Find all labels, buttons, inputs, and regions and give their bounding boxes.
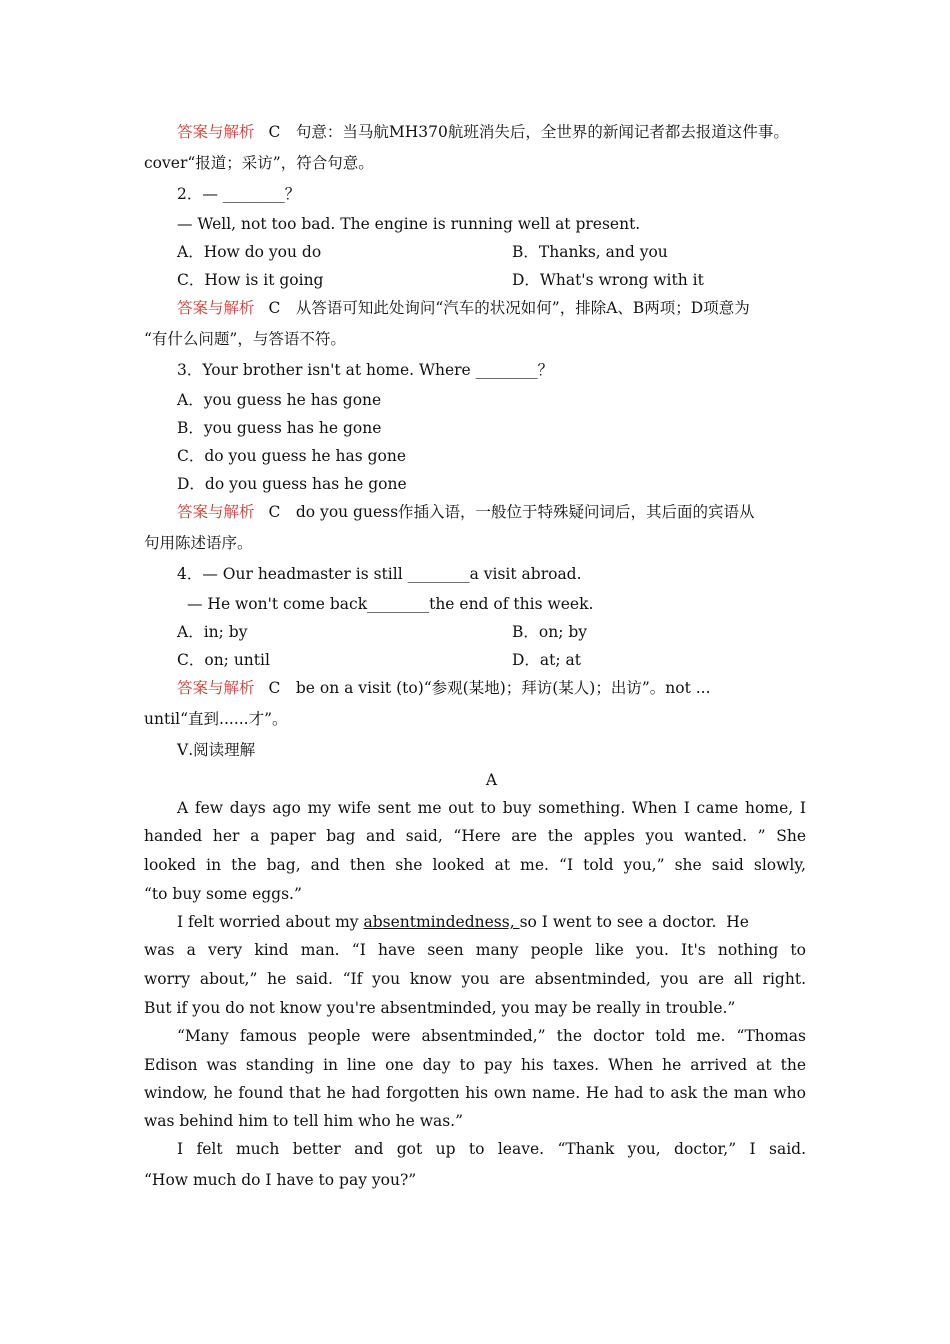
q3-option-b: B．you guess has he gone	[177, 419, 382, 437]
passage-p3-line: window, he found that he had forgotten his own name. He had to ask the man who	[144, 1084, 806, 1102]
answer-label: 答案与解析	[177, 123, 255, 141]
q2-stem: 2．— ________？	[177, 185, 301, 203]
section-title: Ⅴ.阅读理解	[177, 741, 256, 759]
q2-option-a: A．How do you do	[177, 243, 322, 261]
passage-p3-line: Edison was standing in line one day to pay his taxes. When he arrived at the	[144, 1056, 806, 1074]
q4-option-a: A．in; by	[177, 623, 248, 641]
passage-p4-line: I felt much better and got up to leave. “Thank you, doctor,” I said.	[177, 1140, 806, 1158]
q2-option-c: C．How is it going	[177, 271, 324, 289]
q4-option-d: D．at; at	[512, 651, 582, 669]
q2-reply: — Well, not too bad. The engine is running well at present.	[177, 215, 641, 233]
answer-label: 答案与解析	[177, 299, 255, 317]
passage-p3-line: was behind him to tell him who he was.”	[144, 1112, 464, 1130]
passage-p2-line: was a very kind man. “I have seen many people like you. It's nothing to	[144, 941, 806, 959]
passage-p1-line: looked in the bag, and then she looked at me. “I told you,” she said slowly,	[144, 856, 806, 874]
answer-label: 答案与解析	[177, 679, 255, 697]
q2-option-b: B．Thanks, and you	[512, 243, 668, 261]
passage-p2-line: But if you do not know you're absentminded, you may be really in trouble.”	[144, 999, 736, 1017]
q3-option-d: D．do you guess has he gone	[177, 475, 407, 493]
passage-p4-line: “How much do I have to pay you?”	[144, 1171, 417, 1189]
q3-option-a: A．you guess he has gone	[177, 391, 382, 409]
q1-answer: 答案与解析 C 句意：当马航MH370航班消失后，全世界的新闻记者都去报道这件事。	[177, 123, 789, 141]
underlined-word: absentmindedness,	[363, 913, 520, 931]
q2-answer-continued: “有什么问题”，与答语不符。	[144, 330, 346, 348]
q2-answer: 答案与解析 C 从答语可知此处询问“汽车的状况如何”，排除A、B两项；D项意为	[177, 299, 750, 317]
passage-label: A	[485, 771, 498, 789]
passage-p2-line: worry about,” he said. “If you know you are absentminded, you are all right.	[144, 970, 806, 988]
passage-p1-line: A few days ago my wife sent me out to buy something. When I came home, I	[177, 799, 806, 817]
answer-label: 答案与解析	[177, 503, 255, 521]
q3-answer: 答案与解析 C do you guess作插入语，一般位于特殊疑问词后，其后面的宾语从	[177, 503, 755, 521]
q4-answer-continued: until“直到......才”。	[144, 710, 288, 728]
passage-p2-line: I felt worried about my absentmindedness, so I went to see a doctor. He	[177, 913, 749, 931]
q3-option-c: C．do you guess he has gone	[177, 447, 407, 465]
q4-reply: — He won't come back________the end of this week.	[187, 595, 594, 613]
q2-option-d: D．What's wrong with it	[512, 271, 704, 289]
passage-p1-line: “to buy some eggs.”	[144, 885, 302, 903]
q4-option-b: B．on; by	[512, 623, 588, 641]
q3-stem: 3．Your brother isn't at home. Where ________？	[177, 361, 554, 379]
q4-answer: 答案与解析 C be on a visit (to)“参观(某地)；拜访(某人)；出访”。not ...	[177, 679, 711, 697]
q1-answer-continued: cover“报道；采访”，符合句意。	[144, 154, 374, 172]
q4-stem: 4．— Our headmaster is still ________a visit abroad.	[177, 565, 582, 583]
q3-answer-continued: 句用陈述语序。	[144, 534, 253, 552]
passage-p1-line: handed her a paper bag and said, “Here are the apples you wanted. ” She	[144, 827, 806, 845]
passage-p3-line: “Many famous people were absentminded,” the doctor told me. “Thomas	[177, 1027, 806, 1045]
q4-option-c: C．on; until	[177, 651, 270, 669]
